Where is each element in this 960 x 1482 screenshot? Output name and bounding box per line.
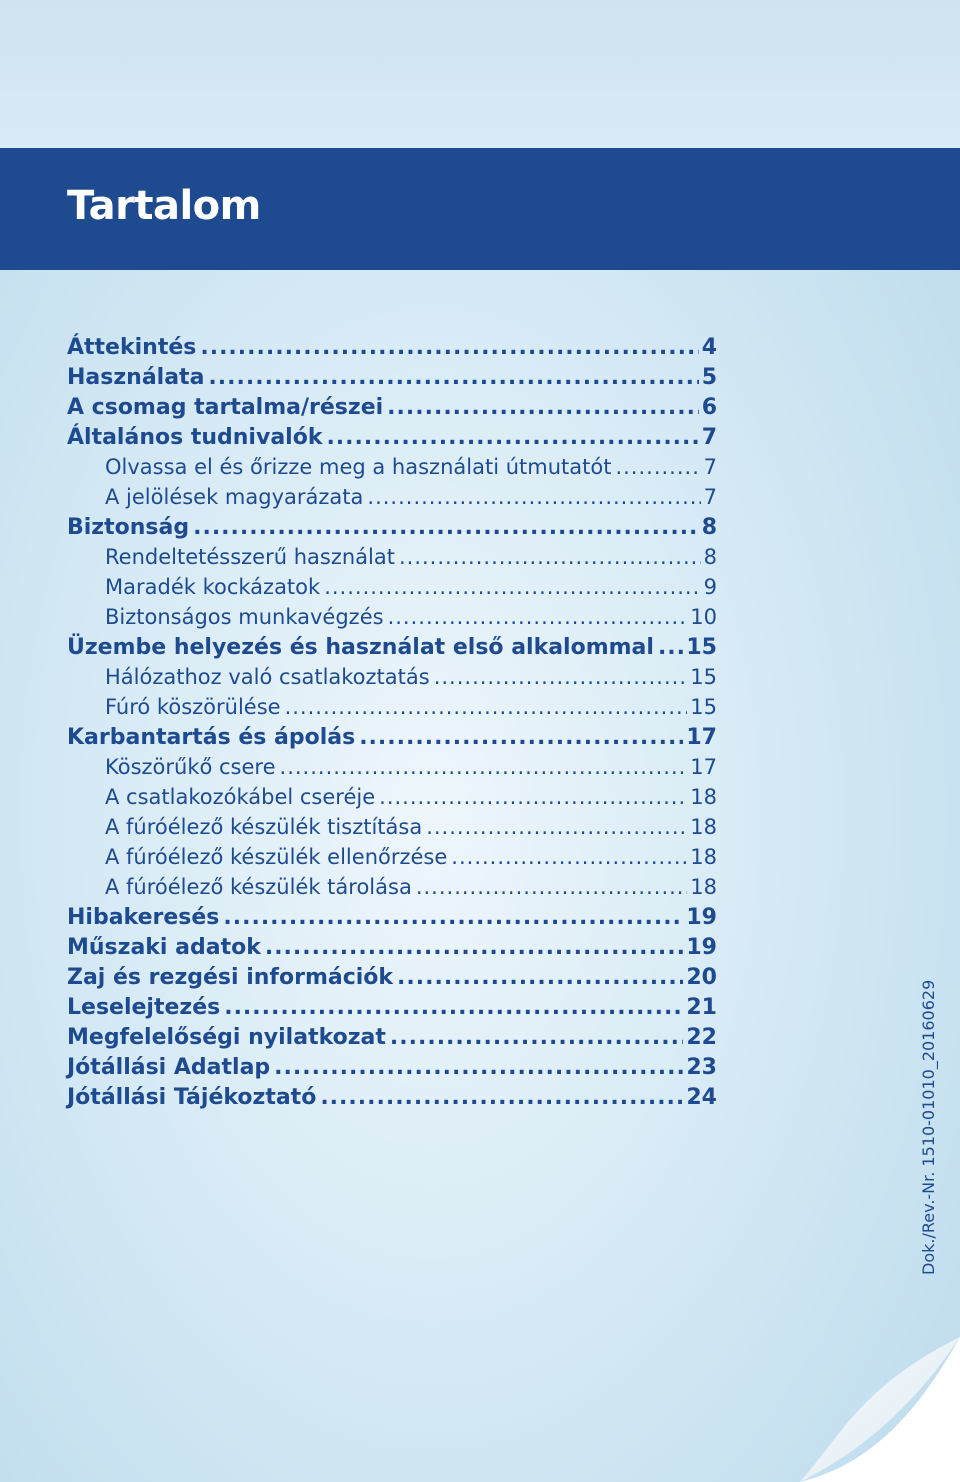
toc-entry-label: Karbantartás és ápolás — [67, 725, 356, 750]
toc-dot-leader — [434, 665, 688, 689]
toc-entry[interactable] — [67, 785, 717, 815]
toc-entry[interactable] — [67, 935, 717, 965]
toc-entry-page-number: 17 — [690, 755, 717, 779]
toc-entry-page-number: 20 — [686, 965, 717, 990]
toc-dot-leader — [324, 575, 700, 599]
toc-entry-label: Üzembe helyezés és használat első alkalommal — [67, 635, 654, 660]
toc-entry[interactable] — [67, 665, 717, 695]
toc-entry[interactable] — [67, 365, 717, 395]
toc-entry-page-number: 15 — [686, 635, 717, 660]
toc-entry-label: Használata — [67, 365, 205, 390]
toc-entry[interactable] — [67, 845, 717, 875]
toc-dot-leader — [193, 515, 699, 540]
toc-entry-label: Rendeltetésszerű használat — [105, 545, 395, 569]
toc-entry[interactable] — [67, 725, 717, 755]
toc-entry-label: A jelölések magyarázata — [105, 485, 364, 509]
toc-entry-page-number: 18 — [690, 875, 717, 899]
toc-entry-label: Köszörűkő csere — [105, 755, 276, 779]
toc-dot-leader — [399, 545, 701, 569]
toc-entry-label: Megfelelőségi nyilatkozat — [67, 1025, 386, 1050]
table-of-contents — [67, 335, 717, 1115]
toc-entry-page-number: 17 — [686, 725, 717, 750]
toc-dot-leader — [326, 425, 698, 450]
document-revision-number: Dok./Rev.-Nr. 1510-01010_20160629 — [919, 979, 938, 1275]
toc-entry[interactable] — [67, 755, 717, 785]
toc-entry[interactable] — [67, 1055, 717, 1085]
toc-entry-label: Biztonságos munkavégzés — [105, 605, 384, 629]
toc-entry-page-number: 7 — [703, 455, 717, 479]
toc-entry-page-number: 7 — [701, 425, 717, 450]
toc-dot-leader — [615, 455, 700, 479]
toc-dot-leader — [224, 995, 683, 1020]
toc-entry-page-number: 18 — [690, 785, 717, 809]
toc-entry[interactable] — [67, 905, 717, 935]
toc-dot-leader — [416, 875, 687, 899]
toc-entry-label: A fúróélező készülék ellenőrzése — [105, 845, 448, 869]
toc-entry-label: A fúróélező készülék tisztítása — [105, 815, 423, 839]
toc-entry-label: Jótállási Adatlap — [67, 1055, 271, 1080]
toc-entry-page-number: 19 — [686, 905, 717, 930]
toc-entry-page-number: 19 — [686, 935, 717, 960]
toc-entry-page-number: 8 — [701, 515, 717, 540]
toc-entry-page-number: 9 — [703, 575, 717, 599]
toc-entry[interactable] — [67, 1085, 717, 1115]
toc-entry-label: Olvassa el és őrizze meg a használati útmutatót — [105, 455, 612, 479]
toc-dot-leader — [367, 485, 700, 509]
toc-entry[interactable] — [67, 395, 717, 425]
toc-entry-label: Hálózathoz való csatlakoztatás — [105, 665, 430, 689]
toc-dot-leader — [274, 1055, 683, 1080]
toc-dot-leader — [451, 845, 687, 869]
toc-entry-label: Hibakeresés — [67, 905, 220, 930]
toc-entry[interactable] — [67, 545, 717, 575]
toc-entry-page-number: 24 — [686, 1085, 717, 1110]
toc-entry-label: Maradék kockázatok — [105, 575, 321, 599]
toc-entry-page-number: 10 — [690, 605, 717, 629]
toc-entry[interactable] — [67, 425, 717, 455]
toc-entry-page-number: 8 — [703, 545, 717, 569]
toc-entry[interactable] — [67, 965, 717, 995]
toc-entry-page-number: 15 — [690, 695, 717, 719]
toc-entry[interactable] — [67, 1025, 717, 1055]
toc-entry[interactable] — [67, 875, 717, 905]
toc-entry-page-number: 5 — [701, 365, 717, 390]
toc-dot-leader — [397, 965, 683, 990]
toc-entry-page-number: 22 — [686, 1025, 717, 1050]
toc-entry-label: Jótállási Tájékoztató — [67, 1085, 317, 1110]
toc-entry-label: Műszaki adatok — [67, 935, 261, 960]
toc-entry[interactable] — [67, 605, 717, 635]
toc-entry-page-number: 15 — [690, 665, 717, 689]
toc-dot-leader — [265, 935, 684, 960]
toc-entry-page-number: 21 — [686, 995, 717, 1020]
toc-entry-label: Biztonság — [67, 515, 190, 540]
toc-entry-label: A csatlakozókábel cseréje — [105, 785, 376, 809]
toc-dot-leader — [387, 395, 699, 420]
toc-dot-leader — [200, 335, 698, 360]
toc-entry-label: Zaj és rezgési információk — [67, 965, 394, 990]
toc-entry[interactable] — [67, 485, 717, 515]
page-title: Tartalom — [67, 183, 261, 229]
toc-entry[interactable] — [67, 575, 717, 605]
toc-dot-leader — [359, 725, 683, 750]
toc-dot-leader — [426, 815, 687, 839]
toc-entry-page-number: 23 — [686, 1055, 717, 1080]
toc-entry-label: A fúróélező készülék tárolása — [105, 875, 412, 899]
toc-entry[interactable] — [67, 635, 717, 665]
top-background-band — [0, 0, 960, 148]
toc-entry[interactable] — [67, 515, 717, 545]
toc-dot-leader — [388, 605, 688, 629]
toc-dot-leader — [285, 695, 688, 719]
toc-entry[interactable] — [67, 815, 717, 845]
toc-entry[interactable] — [67, 995, 717, 1025]
toc-dot-leader — [390, 1025, 683, 1050]
toc-entry-label: Fúró köszörülése — [105, 695, 281, 719]
toc-dot-leader — [320, 1085, 683, 1110]
toc-entry[interactable] — [67, 335, 717, 365]
toc-entry[interactable] — [67, 455, 717, 485]
toc-entry-label: Leselejtezés — [67, 995, 221, 1020]
page-curl-decoration — [800, 1337, 960, 1482]
toc-entry-page-number: 18 — [690, 845, 717, 869]
toc-entry-label: A csomag tartalma/részei — [67, 395, 384, 420]
toc-entry[interactable] — [67, 695, 717, 725]
toc-dot-leader — [658, 635, 683, 660]
toc-dot-leader — [223, 905, 683, 930]
toc-entry-label: Általános tudnivalók — [67, 425, 323, 450]
toc-entry-page-number: 4 — [701, 335, 717, 360]
toc-dot-leader — [379, 785, 687, 809]
toc-dot-leader — [208, 365, 698, 390]
toc-entry-label: Áttekintés — [67, 335, 197, 360]
toc-dot-leader — [280, 755, 688, 779]
toc-entry-page-number: 18 — [690, 815, 717, 839]
toc-entry-page-number: 7 — [703, 485, 717, 509]
toc-entry-page-number: 6 — [701, 395, 717, 420]
